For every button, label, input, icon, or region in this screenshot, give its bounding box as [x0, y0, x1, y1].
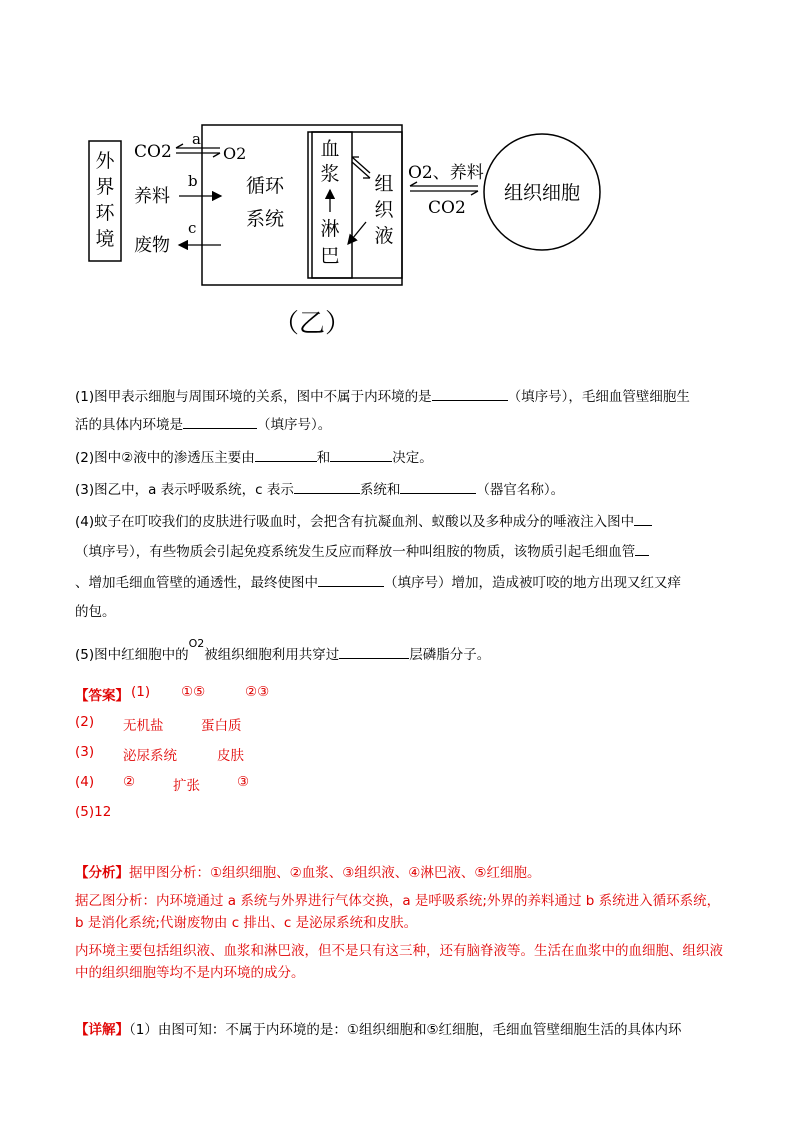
q1-text-a: (1)图甲表示细胞与周围环境的关系，图中不属于内环境的是: [75, 389, 432, 405]
a4-value-3: ③: [237, 774, 250, 790]
a1-value-1: ①⑤: [181, 684, 206, 700]
q3-blank-2: [400, 479, 476, 494]
question-4-cont1: [75, 541, 735, 562]
q5-text-b: 被组织细胞利用共穿过: [204, 647, 340, 663]
lymph-char-1: 淋: [320, 218, 340, 240]
outer-env-char-1: 外: [95, 150, 115, 172]
tissue-fluid-char-1: 组: [374, 173, 394, 195]
q3-text-a: (3)图乙中，a 表示呼吸系统，c 表示: [75, 482, 294, 498]
tissue-cell-label: 组织细胞: [503, 182, 581, 204]
q1-text-c: 活的具体内环境是: [75, 417, 183, 433]
a1-value-2: ②③: [245, 684, 270, 700]
circulation-line1: 循环: [246, 175, 285, 197]
question-3: [75, 479, 735, 500]
tissue-fluid-char-2: 织: [374, 199, 394, 221]
analysis-tag: 【分析】: [75, 865, 129, 881]
analysis-line-1: 据甲图分析：①组织细胞、②血浆、③组织液、④淋巴液、⑤红细胞。: [129, 865, 541, 881]
analysis-line-3: 内环境主要包括组织液、血浆和淋巴液，但不是只有这三种，还有脑脊液等。生活在血浆中的血细胞、组织液中的组织细胞等均不是内环境的成分。: [75, 943, 723, 981]
q4-text-a: (4)蚊子在叮咬我们的皮肤进行吸血时，会把含有抗凝血剂、蚁酸以及多种成分的唾液注入图中: [75, 514, 635, 530]
co2-right-label: CO2: [428, 198, 466, 218]
a3-num: (3): [75, 744, 95, 760]
q4-text-e: 的包。: [75, 604, 116, 620]
q5-text-a: (5)图中红细胞中的: [75, 647, 189, 663]
question-2: [75, 447, 735, 468]
outer-env-char-3: 环: [95, 202, 115, 224]
question-5: [75, 637, 735, 666]
a4-value-1: ②: [123, 774, 136, 790]
o2-nutrients-label: O2、养料: [408, 163, 484, 183]
q4-blank-2: [635, 541, 649, 556]
co2-label: CO2: [134, 142, 172, 162]
q1-blank-1: [432, 386, 508, 401]
q1-blank-2: [183, 414, 257, 429]
q4-blank-1: [634, 511, 652, 526]
detail-section: [75, 1019, 725, 1041]
q2-text-a: (2)图中②液中的渗透压主要由: [75, 450, 255, 466]
outer-env-char-2: 界: [95, 176, 115, 198]
a2-value-2: 蛋白质: [201, 718, 242, 734]
question-1: [75, 386, 735, 407]
label-b: b: [188, 172, 198, 190]
a5-value: (5)12: [75, 804, 112, 820]
q5-o2: O2: [188, 637, 205, 650]
q3-text-c: （器官名称）。: [476, 482, 565, 498]
q3-text-b: 系统和: [359, 482, 401, 498]
analysis-line-2: 据乙图分析：内环境通过 a 系统与外界进行气体交换，a 是呼吸系统;外界的养料通过 b 系统进入循环系统，b 是消化系统;代谢废物由 c 排出、c 是泌尿系统和皮肤。: [75, 893, 721, 931]
plasma-char-2: 浆: [320, 163, 340, 185]
o2-label: O2: [223, 144, 247, 163]
a4-value-2: 扩张: [173, 778, 200, 794]
question-4: [75, 511, 735, 532]
circulation-diagram: [80, 110, 640, 360]
outer-env-char-4: 境: [95, 228, 115, 250]
q1-text-d: （填序号）。: [257, 417, 332, 433]
plasma-char-1: 血: [320, 138, 340, 160]
q2-blank-1: [255, 447, 317, 462]
detail-tag: 【详解】: [75, 1022, 129, 1038]
circulation-line2: 系统: [246, 208, 285, 230]
a4-num: (4): [75, 774, 95, 790]
a2-value-1: 无机盐: [123, 718, 164, 734]
q4-blank-3: [318, 572, 384, 587]
tissue-fluid-char-3: 液: [374, 225, 394, 247]
nutrients-label: 养料: [134, 186, 170, 207]
q4-text-c: 、增加毛细血管壁的通透性，最终使图中: [75, 575, 318, 591]
label-c: c: [188, 219, 197, 237]
question-4-cont2: [75, 572, 735, 593]
question-4-cont3: [75, 602, 735, 622]
q5-text-c: 层磷脂分子。: [409, 647, 491, 663]
a3-value-1: 泌尿系统: [123, 748, 177, 764]
q4-text-b: （填序号），有些物质会引起免疫系统发生反应而释放一种叫组胺的物质，该物质引起毛细血管: [75, 544, 636, 560]
q3-blank-1: [294, 479, 360, 494]
label-a: a: [192, 130, 201, 148]
q4-text-d: （填序号）增加，造成被叮咬的地方出现又红又痒: [384, 575, 681, 591]
lymph-char-2: 巴: [320, 245, 340, 267]
question-1-cont: [75, 414, 735, 435]
diagram-caption: （乙）: [272, 309, 352, 339]
q5-blank-1: [339, 644, 409, 659]
analysis-section: [75, 862, 725, 984]
q2-text-c: 决定。: [392, 450, 433, 466]
waste-label: 废物: [134, 235, 170, 256]
a1-num: (1): [131, 684, 151, 700]
q1-text-b: （填序号），毛细血管壁细胞生: [507, 389, 690, 405]
q2-blank-2: [330, 447, 392, 462]
a3-value-2: 皮肤: [217, 748, 244, 764]
a2-num: (2): [75, 714, 95, 730]
answer-tag: 【答案】: [75, 688, 129, 704]
detail-text: （1）由图可知：不属于内环境的是：①组织细胞和⑤红细胞，毛细血管壁细胞生活的具体内环: [129, 1022, 682, 1038]
q2-text-b: 和: [316, 450, 331, 466]
